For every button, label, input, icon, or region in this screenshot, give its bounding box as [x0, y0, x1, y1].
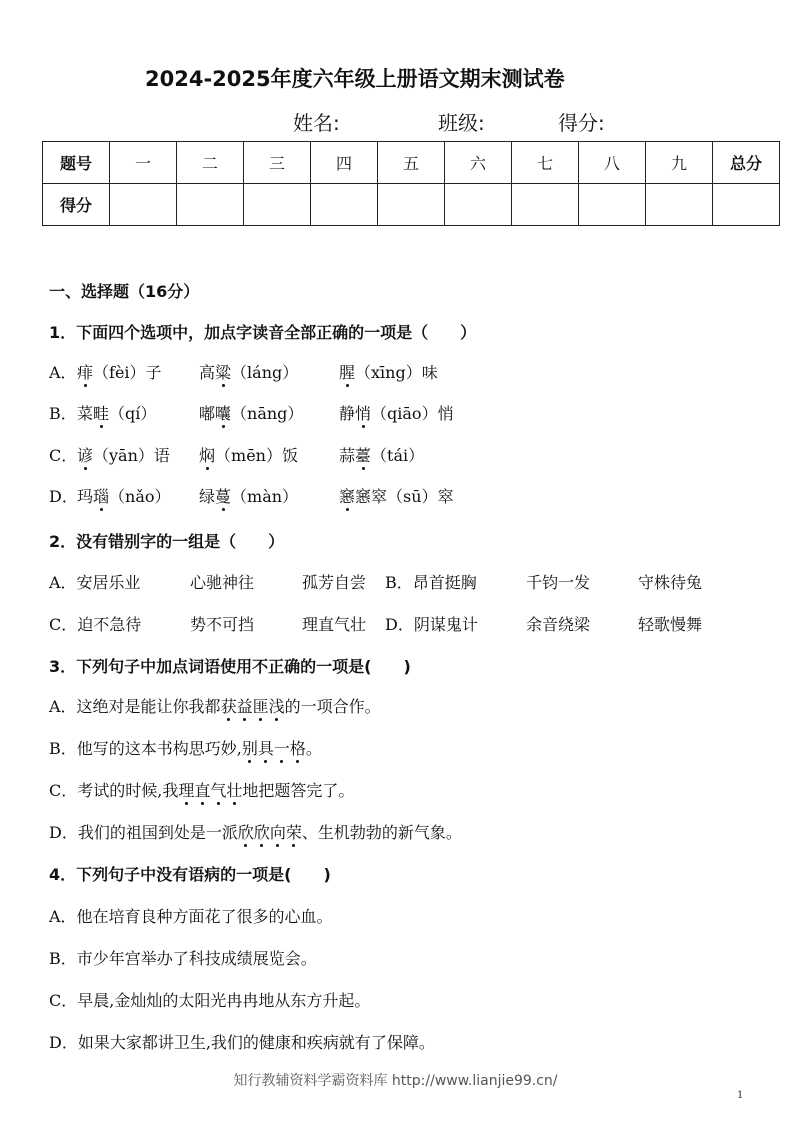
- dotted-char: 一: [273, 739, 290, 758]
- q4-option-b: B．市少年宫举办了科技成绩展览会。: [49, 949, 317, 968]
- dotted-char: 气: [210, 781, 227, 800]
- dotted-char: 壮: [226, 781, 243, 800]
- dotted-char: 蔓: [215, 487, 232, 506]
- class-label: 班级:: [438, 111, 485, 135]
- dotted-char: 焖: [199, 446, 216, 465]
- q1b-word2: [199, 401, 303, 424]
- dotted-char: 别: [241, 739, 258, 758]
- question-1-stem: 1．下面四个选项中，加点字读音全部正确的一项是（ ）: [49, 323, 477, 342]
- question-4-stem: 4．下列句子中没有语病的一项是( ): [49, 865, 331, 884]
- q4-option-d: D．如果大家都讲卫生,我们的健康和疾病就有了保障。: [49, 1033, 435, 1052]
- q2-phrase: A．安居乐业: [49, 573, 141, 592]
- plain-char: 静: [339, 404, 356, 423]
- dotted-char: 向: [269, 823, 286, 842]
- pinyin-text: （fèi）子: [93, 363, 162, 382]
- q3-option-b: [49, 736, 322, 759]
- q2-phrase: D．阴谋鬼计: [385, 615, 478, 634]
- name-label: 姓名:: [293, 111, 340, 135]
- dotted-char: 益: [236, 697, 253, 716]
- option-label: C．: [49, 446, 78, 465]
- footer-watermark: 知行教辅资料学霸资料库 http://www.lianjie99.cn/: [233, 1073, 558, 1089]
- dotted-char: 囔: [215, 404, 232, 423]
- dotted-char: 谚: [77, 446, 94, 465]
- score-blank-cell[interactable]: [579, 184, 646, 226]
- score-header-cell: 总分: [713, 142, 780, 184]
- q2-phrase: 余音绕梁: [526, 615, 591, 634]
- score-blank-cell[interactable]: [378, 184, 445, 226]
- pinyin-text: （sū）窣: [387, 487, 454, 506]
- pinyin-text: （nāng）: [231, 404, 304, 423]
- pinyin-text: （láng）: [231, 363, 299, 382]
- question-2-stem: 2．没有错别字的一组是（ ）: [49, 532, 285, 551]
- score-blank-cell[interactable]: [445, 184, 512, 226]
- plain-char: 高: [199, 363, 216, 382]
- q1b-word3: [339, 401, 454, 424]
- q2-phrase: 守株待兔: [638, 573, 703, 592]
- score-blank-cell[interactable]: [713, 184, 780, 226]
- score-header-cell: 一: [110, 142, 177, 184]
- q2-phrase: 轻歌慢舞: [638, 615, 703, 634]
- plain-char: 玛: [77, 487, 94, 506]
- pinyin-text: （mēn）饭: [215, 446, 298, 465]
- dotted-char: 窸: [339, 487, 356, 506]
- dotted-char: 瑙: [93, 487, 110, 506]
- dotted-char: 欣: [237, 823, 254, 842]
- sentence-text: 地把题答完了。: [242, 781, 355, 800]
- score-row-label: 得分: [43, 184, 110, 226]
- dotted-char: 荣: [285, 823, 302, 842]
- q1c-word2: [199, 443, 298, 466]
- score-blank-cell[interactable]: [311, 184, 378, 226]
- pinyin-text: （màn）: [231, 487, 299, 506]
- q1a-word2: [199, 360, 298, 383]
- score-blank-cell[interactable]: [646, 184, 713, 226]
- pinyin-text: （tái）: [371, 446, 425, 465]
- score-header-cell: 九: [646, 142, 713, 184]
- option-label: D．: [49, 487, 78, 506]
- q2-phrase: 孤芳自尝: [302, 573, 367, 592]
- score-table-header-row: [43, 142, 780, 184]
- q2-phrase: B．昂首挺胸: [385, 573, 477, 592]
- dotted-phrase: [178, 781, 242, 800]
- score-blank-cell[interactable]: [512, 184, 579, 226]
- q4-option-a: A．他在培育良种方面花了很多的心血。: [49, 907, 333, 926]
- score-header-cell: 三: [244, 142, 311, 184]
- score-header-cell: 二: [177, 142, 244, 184]
- q1-option-c: [49, 443, 425, 466]
- dotted-char: 薹: [355, 446, 372, 465]
- dotted-char: 悄: [355, 404, 372, 423]
- dotted-phrase: [238, 823, 302, 842]
- sentence-text: D．我们的祖国到处是一派: [49, 823, 238, 842]
- q2-phrase: 理直气壮: [302, 615, 367, 634]
- dotted-phrase: [242, 739, 306, 758]
- score-header-cell: 五: [378, 142, 445, 184]
- dotted-char: 具: [257, 739, 274, 758]
- dotted-phrase: [221, 697, 285, 716]
- page-title: 2024-2025年度六年级上册语文期末测试卷: [145, 67, 565, 91]
- page-number: 1: [737, 1090, 744, 1101]
- score-blank-cell[interactable]: [244, 184, 311, 226]
- sentence-text: C．考试的时候,我: [49, 781, 179, 800]
- score-header-cell: 题号: [43, 142, 110, 184]
- score-header-cell: 七: [512, 142, 579, 184]
- score-blank-cell[interactable]: [177, 184, 244, 226]
- dotted-char: 理: [178, 781, 195, 800]
- dotted-char: 格: [289, 739, 306, 758]
- q3-option-a: [49, 694, 381, 717]
- q1d-word2: [199, 484, 298, 507]
- dotted-char: 匪: [252, 697, 269, 716]
- dotted-char: 直: [194, 781, 211, 800]
- score-blank-cell[interactable]: [110, 184, 177, 226]
- plain-char: 窸窣: [355, 487, 388, 506]
- pinyin-text: （xīng）味: [355, 363, 438, 382]
- plain-char: 嘟: [199, 404, 216, 423]
- option-label: A．: [49, 363, 77, 382]
- option-label: B．: [49, 404, 77, 423]
- q2-phrase: C．迫不急待: [49, 615, 142, 634]
- q1-option-b: [49, 401, 454, 424]
- dotted-char: 获: [220, 697, 237, 716]
- score-header-cell: 八: [579, 142, 646, 184]
- plain-char: 蒜: [339, 446, 356, 465]
- q1d-word3: [339, 484, 454, 507]
- q2-phrase: 心驰神往: [190, 573, 255, 592]
- plain-char: 绿: [199, 487, 216, 506]
- section-heading: 一、选择题（16分）: [49, 282, 200, 301]
- q1c-word3: [339, 443, 424, 466]
- dotted-char: 腥: [339, 363, 356, 382]
- pinyin-text: （yān）语: [93, 446, 170, 465]
- sentence-text: 。: [305, 739, 322, 758]
- q1-option-a: [49, 360, 438, 383]
- q1a-word1: [77, 360, 162, 383]
- score-table-score-row: [43, 184, 780, 226]
- q1d-word1: [77, 484, 171, 507]
- pinyin-text: （nǎo）: [109, 487, 171, 506]
- q1-option-d: [49, 484, 454, 507]
- pinyin-text: （qiāo）悄: [371, 404, 454, 423]
- question-3-stem: 3．下列句子中加点词语使用不正确的一项是( ): [49, 657, 411, 676]
- q4-option-c: C．早晨,金灿灿的太阳光冉冉地从东方升起。: [49, 991, 371, 1010]
- sentence-text: A．这绝对是能让你我都: [49, 697, 221, 716]
- score-label: 得分:: [558, 111, 605, 135]
- q1b-word1: [77, 401, 156, 424]
- q3-option-c: [49, 778, 354, 801]
- dotted-char: 畦: [93, 404, 110, 423]
- sentence-text: B．他写的这本书构思巧妙,: [49, 739, 242, 758]
- dotted-char: 浅: [268, 697, 285, 716]
- score-table: [42, 141, 780, 226]
- score-header-cell: 四: [311, 142, 378, 184]
- q2-phrase: 势不可挡: [190, 615, 255, 634]
- q3-option-d: [49, 820, 462, 843]
- q1a-word3: [339, 360, 438, 383]
- q1c-word1: [77, 443, 170, 466]
- q2-phrase: 千钧一发: [526, 573, 591, 592]
- dotted-char: 欣: [253, 823, 270, 842]
- dotted-char: 痱: [77, 363, 94, 382]
- score-header-cell: 六: [445, 142, 512, 184]
- pinyin-text: （qí）: [109, 404, 157, 423]
- sentence-text: 、生机勃勃的新气象。: [301, 823, 462, 842]
- dotted-char: 粱: [215, 363, 232, 382]
- sentence-text: 的一项合作。: [284, 697, 381, 716]
- plain-char: 菜: [77, 404, 94, 423]
